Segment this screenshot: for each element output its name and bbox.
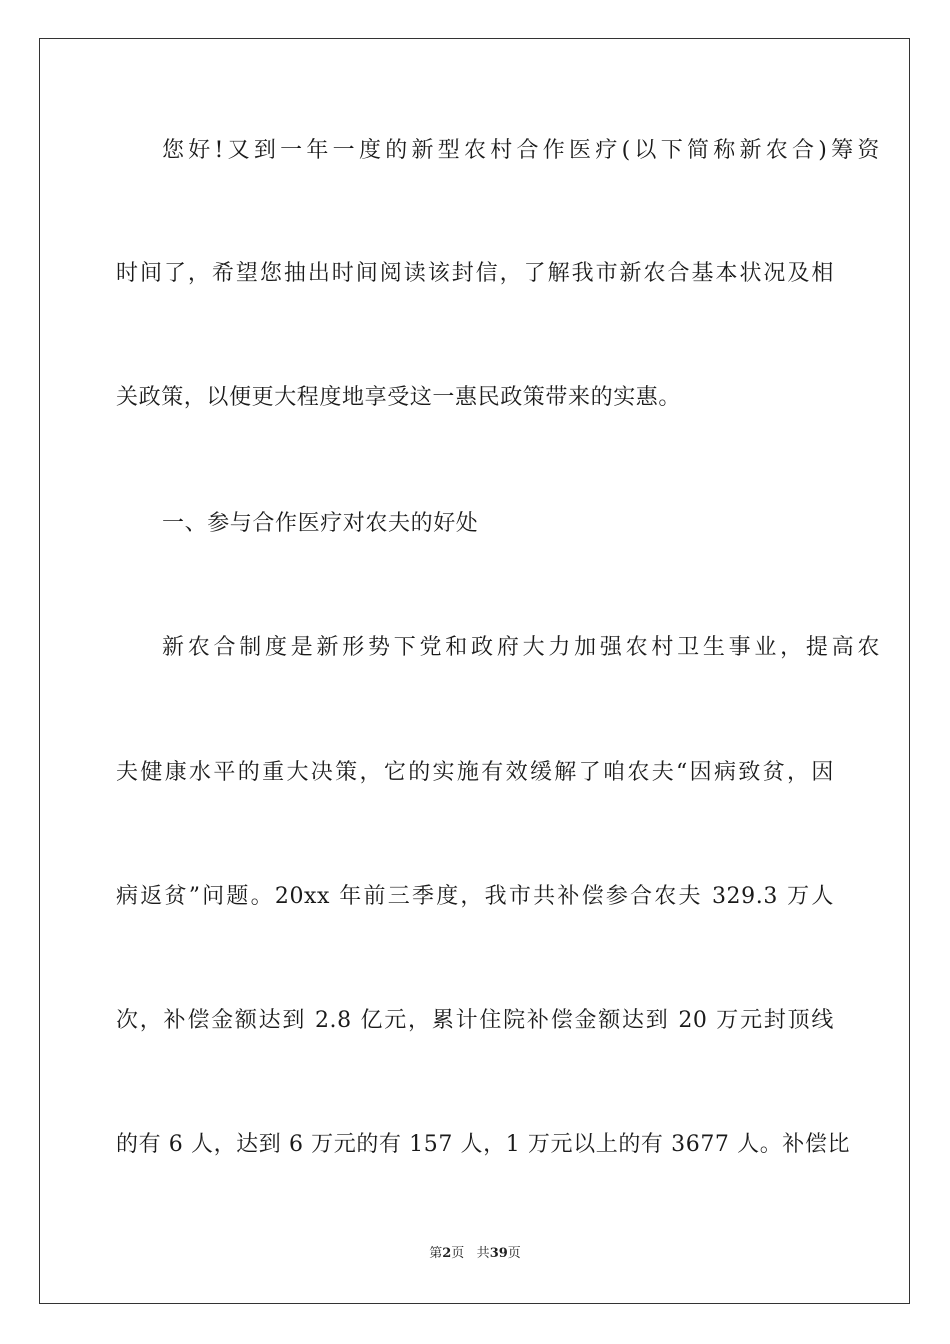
paragraph-2-line-2: 夫健康水平的重大决策，它的实施有效缓解了咱农夫“因病致贫，因 bbox=[116, 760, 834, 785]
footer-total-prefix: 共 bbox=[476, 1246, 490, 1261]
paragraph-1-line-1: 您好!又到一年一度的新型农村合作医疗(以下简称新农合)筹资 bbox=[162, 138, 880, 163]
footer-total-suffix: 页 bbox=[507, 1246, 521, 1261]
paragraph-2-line-5: 的有 6 人，达到 6 万元的有 157 人，1 万元以上的有 3677 人。补偿比 bbox=[116, 1132, 851, 1157]
footer-page-suffix: 页 bbox=[451, 1246, 465, 1261]
page-border bbox=[39, 38, 910, 1304]
footer-page-prefix: 第 bbox=[429, 1246, 443, 1261]
paragraph-1-line-3: 关政策，以便更大程度地享受这一惠民政策带来的实惠。 bbox=[116, 385, 682, 410]
paragraph-1-line-2: 时间了，希望您抽出时间阅读该封信，了解我市新农合基本状况及相 bbox=[116, 261, 834, 286]
footer-total-pages: 39 bbox=[489, 1246, 508, 1261]
paragraph-2-line-1: 新农合制度是新形势下党和政府大力加强农村卫生事业，提高农 bbox=[162, 635, 880, 660]
paragraph-2-line-4: 次，补偿金额达到 2.8 亿元，累计住院补偿金额达到 20 万元封顶线 bbox=[116, 1008, 834, 1033]
footer-page-number: 2 bbox=[442, 1246, 452, 1261]
section-heading: 一、参与合作医疗对农夫的好处 bbox=[162, 511, 479, 536]
page-footer bbox=[0, 1246, 950, 1262]
paragraph-2-line-3: 病返贫”问题。20xx 年前三季度，我市共补偿参合农夫 329.3 万人 bbox=[116, 884, 834, 909]
